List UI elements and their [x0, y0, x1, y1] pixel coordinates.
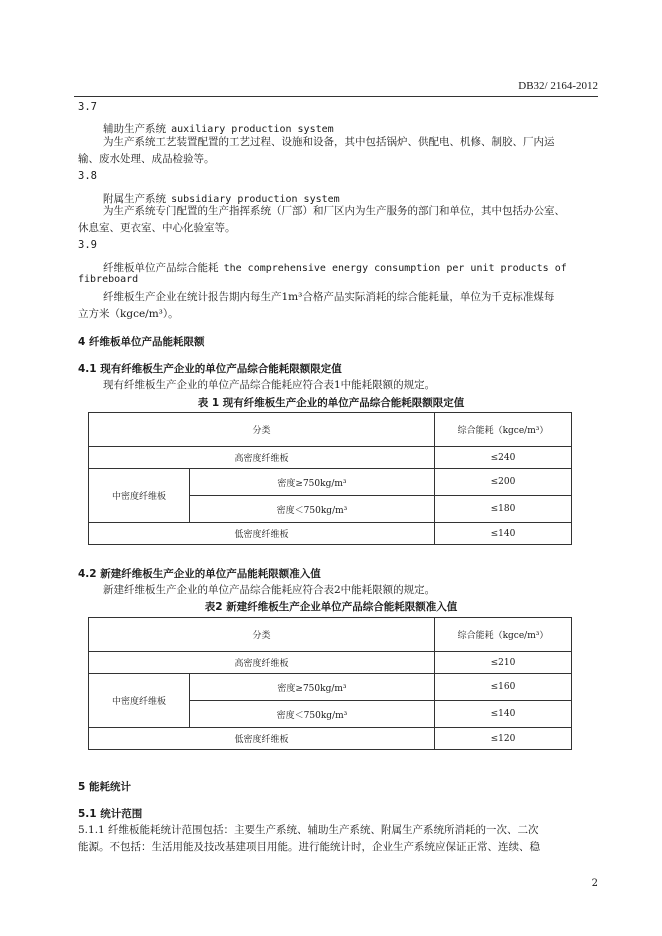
cell-subclass: 密度＜750kg/m³: [190, 496, 435, 523]
header-value: 综合能耗（kgce/m³）: [434, 413, 571, 447]
definition-line: 为生产系统专门配置的生产指挥系统（厂部）和厂区内为生产服务的部门和单位，其中包括办公室、: [103, 205, 565, 217]
cell-class: 高密度纤维板: [89, 652, 435, 674]
clause-number: 3.7: [78, 101, 97, 113]
cell-value: ≤140: [434, 523, 571, 545]
table-caption: 表2 新建纤维板生产企业单位产品综合能耗限额准入值: [204, 601, 458, 613]
definition-line: 纤维板生产企业在统计报告期内每生产1m³合格产品实际消耗的综合能耗量，单位为千克标准煤每: [103, 291, 555, 303]
table-row: [89, 674, 572, 701]
term-english: subsidiary production system: [171, 194, 340, 205]
table-row: [89, 652, 572, 674]
term-chinese: 纤维板单位产品综合能耗: [103, 262, 219, 274]
definition-line: 输、废水处理、成品检验等。: [78, 153, 215, 165]
subsection-heading: 4.1 现有纤维板生产企业的单位产品综合能耗限额限定值: [78, 363, 342, 375]
header-rule: [74, 96, 598, 97]
definition-line: 为生产系统工艺装置配置的工艺过程、设施和设备，其中包括锅炉、供配电、机修、制胶、厂内运: [103, 136, 555, 148]
header-value: 综合能耗（kgce/m³）: [434, 618, 571, 652]
cell-class: 低密度纤维板: [89, 523, 435, 545]
definition-line: 休息室、更衣室、中心化验室等。: [78, 222, 236, 234]
paragraph-line: 能源。不包括：生活用能及技改基建项目用能。进行能统计时，企业生产系统应保证正常、连续、稳: [78, 841, 540, 853]
paragraph: 现有纤维板生产企业的单位产品综合能耗应符合表1中能耗限额的规定。: [103, 379, 436, 391]
energy-table-2: [88, 617, 572, 750]
cell-value: ≤210: [434, 652, 571, 674]
cell-subclass: 密度＜750kg/m³: [190, 701, 435, 728]
term-heading: [103, 256, 567, 275]
table-header-row: [89, 618, 572, 652]
cell-value: ≤140: [434, 701, 571, 728]
term-english-cont: fibreboard: [78, 274, 139, 285]
clause-number: 3.8: [78, 170, 97, 182]
cell-class: 中密度纤维板: [89, 469, 190, 523]
cell-class: 中密度纤维板: [89, 674, 190, 728]
definition-line: 立方米（kgce/m³）。: [78, 308, 179, 320]
cell-value: ≤160: [434, 674, 571, 701]
table-row: [89, 523, 572, 545]
cell-value: ≤180: [434, 496, 571, 523]
cell-subclass: 密度≥750kg/m³: [190, 469, 435, 496]
cell-value: ≤120: [434, 728, 571, 750]
cell-class: 高密度纤维板: [89, 447, 435, 469]
table-caption: 表 1 现有纤维板生产企业的单位产品综合能耗限额限定值: [197, 397, 465, 409]
section-heading: 4 纤维板单位产品能耗限额: [78, 336, 205, 348]
header-class: 分类: [89, 413, 435, 447]
term-english: the comprehensive energy consumption per unit products of: [223, 263, 567, 274]
table-row: [89, 728, 572, 750]
document-code: DB32/ 2164-2012: [518, 80, 598, 92]
page-number: 2: [591, 878, 598, 889]
clause-number: 3.9: [78, 239, 97, 251]
table-header-row: [89, 413, 572, 447]
section-heading: 5 能耗统计: [78, 781, 131, 793]
cell-value: ≤240: [434, 447, 571, 469]
energy-table-1: [88, 412, 572, 545]
cell-class: 低密度纤维板: [89, 728, 435, 750]
header-class: 分类: [89, 618, 435, 652]
subsection-heading: 4.2 新建纤维板生产企业的单位产品能耗限额准入值: [78, 568, 321, 580]
table-row: [89, 447, 572, 469]
subsection-heading: 5.1 统计范围: [78, 808, 143, 820]
paragraph-line: 5.1.1 纤维板能耗统计范围包括：主要生产系统、辅助生产系统、附属生产系统所消耗的一次、二次: [78, 824, 539, 836]
cell-subclass: 密度≥750kg/m³: [190, 674, 435, 701]
term-chinese: 附属生产系统: [103, 193, 166, 205]
cell-value: ≤200: [434, 469, 571, 496]
term-english: auxiliary production system: [171, 124, 334, 135]
term-chinese: 辅助生产系统: [103, 123, 166, 135]
table-row: [89, 469, 572, 496]
paragraph: 新建纤维板生产企业的单位产品综合能耗应符合表2中能耗限额的规定。: [103, 584, 436, 596]
